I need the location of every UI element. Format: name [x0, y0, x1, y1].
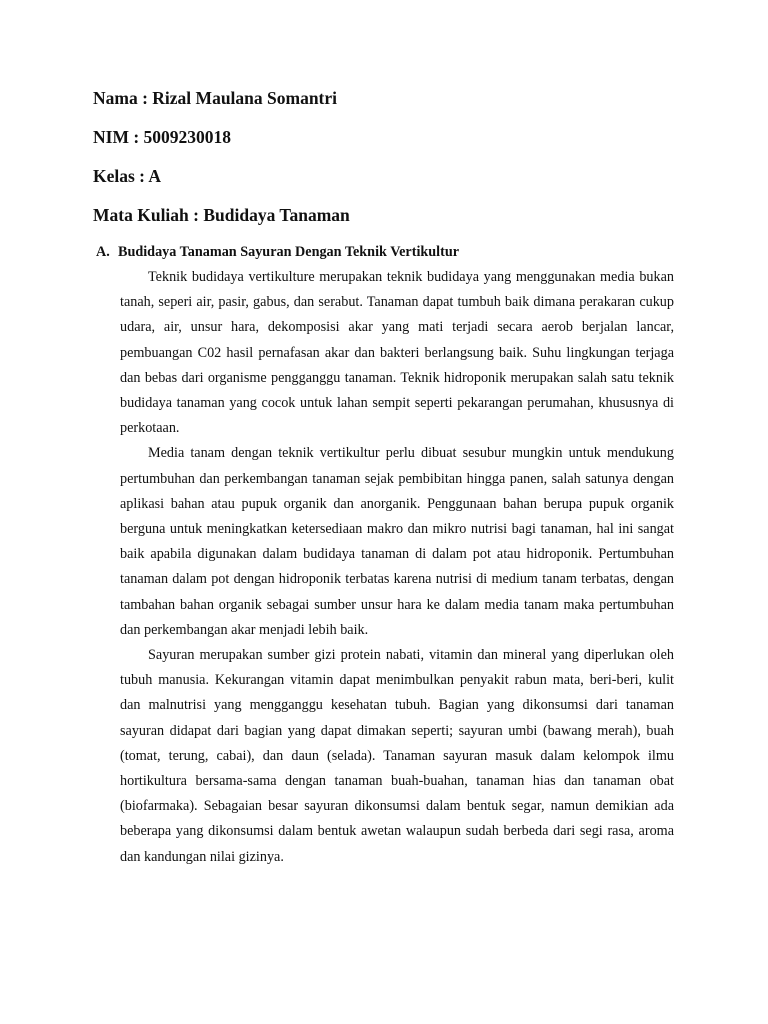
- section-marker: A.: [96, 244, 110, 260]
- section-heading: [96, 243, 459, 261]
- student-name: Nama : Rizal Maulana Somantri: [93, 88, 338, 108]
- paragraph-2: Media tanam dengan teknik vertikultur perlu dibuat sesubur mungkin untuk mendukung pertumbuhan dan perkembangan tanaman sejak pembibitan hingga panen, salah satunya dengan aplikasi bahan atau pupuk organik dan anorganik. Penggunaan bahan berupa pupuk organik berguna untuk meningkatkan ketersediaan makro dan mikro nutrisi bagi tanaman, hal ini sangat baik apabila digunakan dalam budidaya tanaman di dalam pot atau hidroponik. Pertumbuhan tanaman dalam pot dengan hidroponik terbatas karena nutrisi di medium tanam terbatas, dengan tambahan bahan organik sebagai sumber unsur hara ke dalam media tanam maka pertumbuhan dan perkembangan akar menjadi lebih baik.: [120, 445, 674, 638]
- paragraph-3: Sayuran merupakan sumber gizi protein nabati, vitamin dan mineral yang diperlukan oleh tubuh manusia. Kekurangan vitamin dapat menimbulkan penyakit rabun mata, beri-beri, kulit dan malnutrisi yang mengganggu kesehatan tubuh. Bagian yang dikonsumsi dari tanaman sayuran didapat dari bagian yang dapat dimakan seperti; sayuran umbi (bawang merah), buah (tomat, terung, cabai), dan daun (selada). Tanaman sayuran masuk dalam kelompok ilmu hortikultura bersama-sama dengan tanaman buah-buahan, tanaman hias dan tanaman obat (biofarmaka). Sebagaian besar sayuran dikonsumsi dalam bentuk segar, namun demikian ada beberapa yang dikonsumsi dalam bentuk awetan walaupun sudah berbeda dari segi rasa, aroma dan kandungan nilai gizinya.: [120, 647, 674, 865]
- student-class: Kelas : A: [93, 166, 162, 186]
- section-body: [120, 265, 674, 870]
- paragraph-1: Teknik budidaya vertikulture merupakan teknik budidaya yang menggunakan media bukan tanah, seperi air, pasir, gabus, dan serabut. Tanaman dapat tumbuh baik dimana perakaran cukup udara, air, unsur hara, dekomposisi akar yang mati terjadi secara aerob berjalan lancar, pembuangan C02 hasil pernafasan akar dan bakteri berlangsung baik. Suhu lingkungan terjaga dan bebas dari organisme pengganggu tanaman. Teknik hidroponik merupakan salah satu teknik budidaya tanaman yang cocok untuk lahan sempit seperti pekarangan perumahan, khususnya di perkotaan.: [120, 269, 674, 437]
- student-nim: NIM : 5009230018: [93, 127, 232, 147]
- section-title: Budidaya Tanaman Sayuran Dengan Teknik Vertikultur: [118, 244, 460, 260]
- course-name: Mata Kuliah : Budidaya Tanaman: [93, 205, 350, 225]
